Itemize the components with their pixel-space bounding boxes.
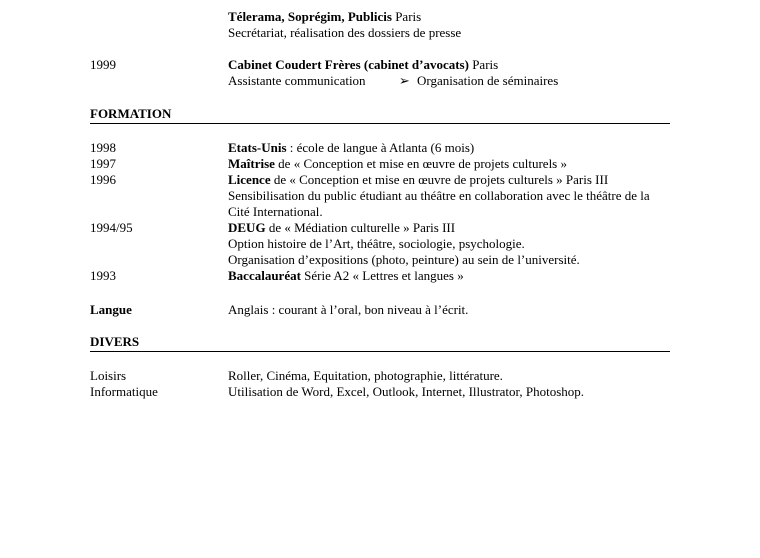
formation-entry-continued: Option histoire de l’Art, théâtre, sociologie, psychologie. [228,236,525,251]
experience-1-description: Secrétariat, réalisation des dossiers de presse [228,25,462,40]
formation-entry-title: Maîtrise [228,156,275,171]
formation-entry-title: Licence [228,172,271,187]
arrow-bullet-icon: ➢ [398,73,410,88]
formation-entry [228,156,567,172]
experience-1-header [228,9,421,25]
experience-2-role: Assistante communication [228,73,366,88]
experience-2-task: Organisation de séminaires [416,73,559,88]
experience-1-city: Paris [395,9,422,24]
formation-entry [228,268,464,284]
formation-entry [228,172,608,188]
formation-year: 1998 [90,140,116,155]
formation-entry-title: DEUG [228,220,266,235]
experience-2-year: 1999 [90,57,116,72]
formation-entry-text: Série A2 « Lettres et langues » [300,268,464,283]
formation-entry-text: : école de langue à Atlanta (6 mois) [286,140,475,155]
loisirs-label: Loisirs [90,368,127,383]
formation-entry-continued: Sensibilisation du public étudiant au théâtre en collaboration avec le théâtre de la [228,188,650,203]
formation-entry [228,220,455,236]
experience-2-details [228,73,558,89]
section-divider [90,351,670,352]
experience-2-company: Cabinet Coudert Frères (cabinet d’avocats) [228,57,469,72]
formation-year: 1996 [90,172,116,187]
loisirs-text: Roller, Cinéma, Equitation, photographie, littérature. [228,368,503,383]
experience-2-header [228,57,498,73]
section-title-divers: DIVERS [90,334,140,349]
informatique-text: Utilisation de Word, Excel, Outlook, Internet, Illustrator, Photoshop. [228,384,585,399]
experience-2-city: Paris [472,57,499,72]
formation-entry-title: Etats-Unis [228,140,287,155]
formation-entry-text: de « Conception et mise en œuvre de projets culturels » Paris III [270,172,609,187]
formation-year: 1993 [90,268,116,283]
formation-year: 1997 [90,156,116,171]
formation-entry-continued: Cité International. [228,204,323,219]
formation-entry-text: de « Médiation culturelle » Paris III [265,220,456,235]
langue-text: Anglais : courant à l’oral, bon niveau à l’écrit. [228,302,469,317]
formation-entry [228,140,474,156]
langue-label: Langue [90,302,132,317]
formation-entry-title: Baccalauréat [228,268,301,283]
formation-year: 1994/95 [90,220,133,235]
informatique-label: Informatique [90,384,158,399]
experience-1-company: Télerama, Soprégim, Publicis [228,9,392,24]
formation-entry-continued: Organisation d’expositions (photo, peinture) au sein de l’université. [228,252,580,267]
section-title-formation: FORMATION [90,106,172,121]
formation-entry-text: de « Conception et mise en œuvre de projets culturels » [274,156,567,171]
section-divider [90,123,670,124]
